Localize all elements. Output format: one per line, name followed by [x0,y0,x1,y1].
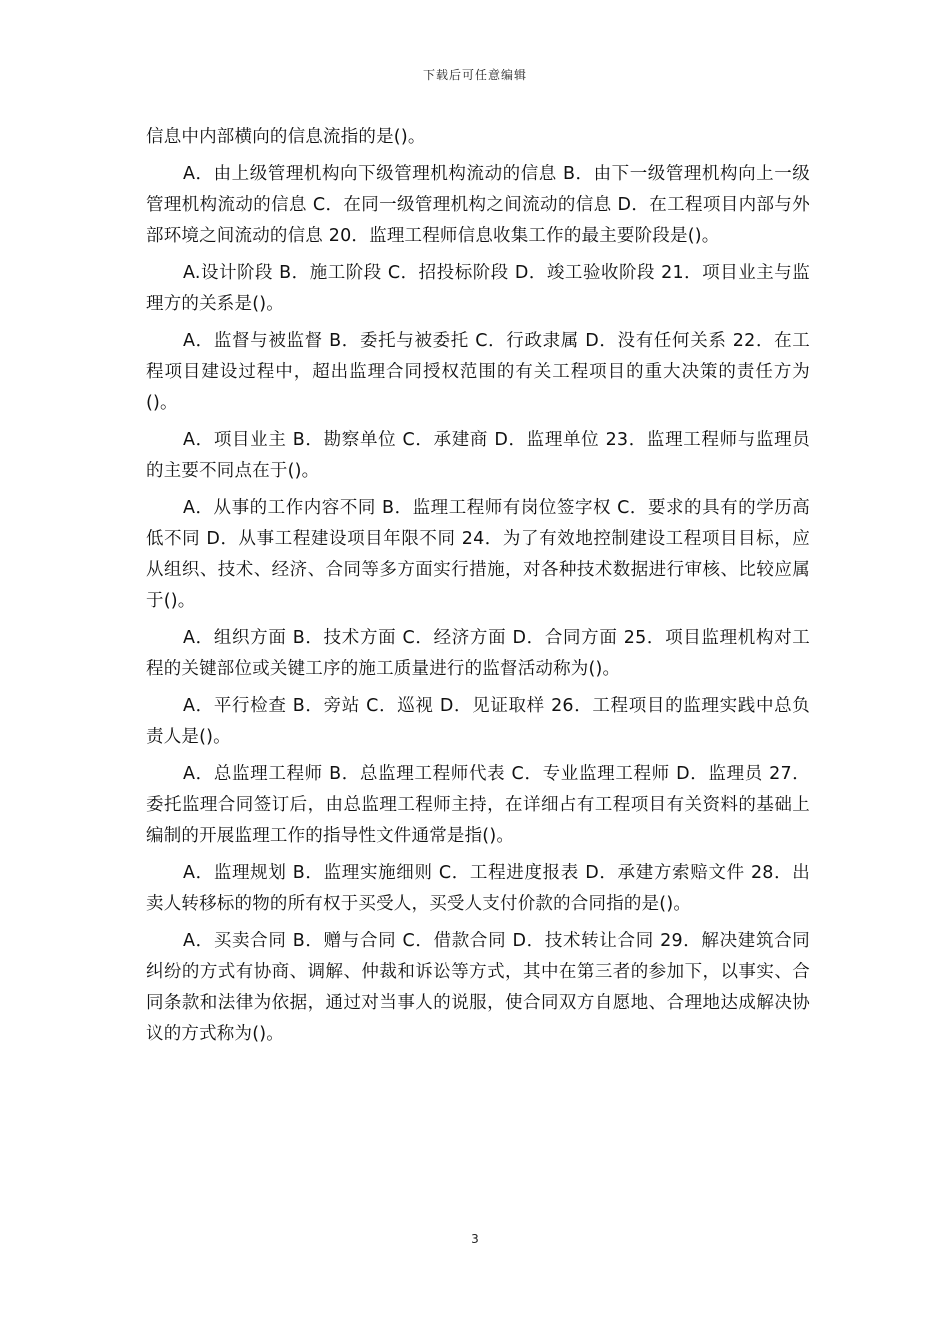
paragraph-q28-options: A．买卖合同 B．赠与合同 C．借款合同 D．技术转让合同 29．解决建筑合同纠纷的方式有协商、调解、仲裁和诉讼等方式，其中在第三者的参加下，以事实、合同条款和法律为依据，通过对当事人的说服，使合同双方自愿地、合理地达成解决协议的方式称为()。 [146,931,810,1044]
paragraph-q19-options: A．由上级管理机构向下级管理机构流动的信息 B．由下一级管理机构向上一级管理机构流动的信息 C．在同一级管理机构之间流动的信息 D．在工程项目内部与外部环境之间流动的信息 20．监理工程师信息收集工作的最主要阶段是()。 [146,164,810,246]
paragraph-q22-options: A．项目业主 B．勘察单位 C．承建商 D．监理单位 23．监理工程师与监理员的主要不同点在于()。 [146,430,810,481]
paragraph-q27-options: A．监理规划 B．监理实施细则 C．工程进度报表 D．承建方索赔文件 28．出卖人转移标的物的所有权于买受人，买受人支付价款的合同指的是()。 [146,863,810,914]
paragraph-q26-options: A．总监理工程师 B．总监理工程师代表 C．专业监理工程师 D．监理员 27．委托监理合同签订后，由总监理工程师主持，在详细占有工程项目有关资料的基础上编制的开展监理工作的指导性文件通常是指()。 [146,764,810,846]
paragraph-q24-options: A．组织方面 B．技术方面 C．经济方面 D．合同方面 25．项目监理机构对工程的关键部位或关键工序的施工质量进行的监督活动称为()。 [146,628,810,679]
paragraph-q21-options: A．监督与被监督 B．委托与被委托 C．行政隶属 D．没有任何关系 22．在工程项目建设过程中，超出监理合同授权范围的有关工程项目的重大决策的责任方为()。 [146,331,810,413]
paragraph-q20-options: A.设计阶段 B．施工阶段 C．招投标阶段 D．竣工验收阶段 21．项目业主与监理方的关系是()。 [146,263,810,314]
paragraph-intro: 信息中内部横向的信息流指的是()。 [146,127,426,147]
page-header: 下载后可任意编辑 [422,68,527,82]
paragraph-q25-options: A．平行检查 B．旁站 C．巡视 D．见证取样 26．工程项目的监理实践中总负责人是()。 [146,696,810,747]
paragraph-q23-options: A．从事的工作内容不同 B．监理工程师有岗位签字权 C．要求的具有的学历高低不同 D．从事工程建设项目年限不同 24．为了有效地控制建设工程项目目标，应从组织、技术、经济、合同等多方面实行措施，对各种技术数据进行审核、比较应属于()。 [146,498,810,611]
page-number: 3 [471,1232,479,1246]
document-body [146,122,810,1056]
